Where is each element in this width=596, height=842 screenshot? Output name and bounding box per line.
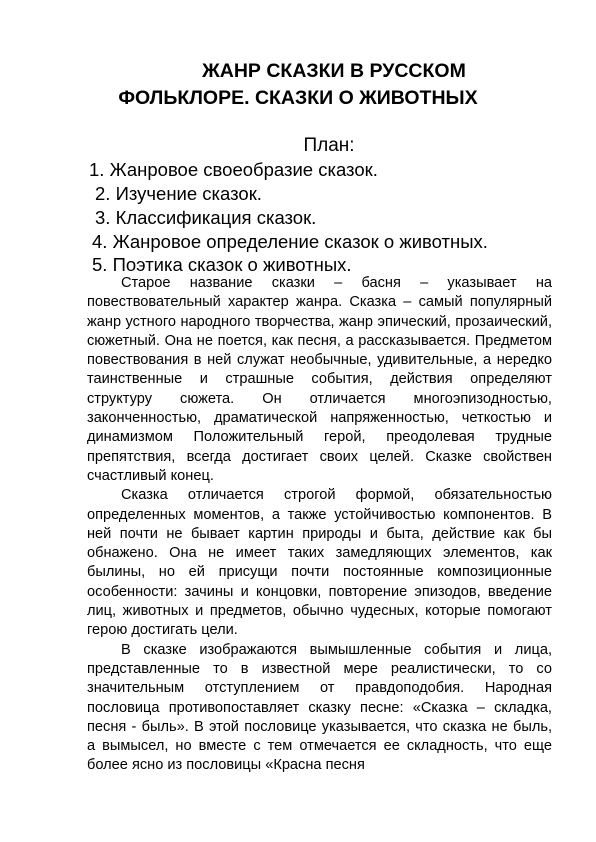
plan-item: 1. Жанровое своеобразие сказок. (89, 159, 378, 180)
paragraph: В сказке изображаются вымышленные события и лица, представленные то в известной мере реалистически, то со значительным отступлением от правдоподобия. Народная пословица противопоставляет сказку песне: «Сказка – складка, песня - быль». В этой пословице указывается, что сказка не быль, а вымысел, но вместе с тем отмечается ее складность, что еще более ясно из пословицы «Красна песня (87, 641, 552, 774)
document-title-line-2: ФОЛЬКЛОРЕ. СКАЗКИ О ЖИВОТНЫХ (118, 87, 478, 109)
plan-item: 5. Поэтика сказок о животных. (92, 254, 352, 275)
plan-item: 3. Классификация сказок. (95, 207, 317, 228)
plan-heading: План: (303, 135, 355, 156)
plan-item: 4. Жанровое определение сказок о животных. (92, 231, 488, 252)
paragraph: Сказка отличается строгой формой, обязательностью определенных моментов, а также устойчивостью компонентов. В ней почти не бывает картин природы и быта, действие как бы обнажено. Она не имеет таких замедляющих элементов, как былины, но ей присущи почти постоянные композиционные особенности: зачины и концовки, повторение эпизодов, введение лиц, животных и предметов, обычно чудесных, которые помогают герою достигать цели. (87, 487, 552, 639)
paragraph: Старое название сказки – басня – указывает на повествовательный характер жанра. Сказка – самый популярный жанр устного народного творчества, жанр эпический, прозаический, сюжетный. Она не поется, как песня, а рассказывается. Предметом повествования в ней служат необычные, удивительные, а нередко таинственные и страшные события, действия определяют структуру сюжета. Он отличается многоэпизодностью, законченностью, драматической напряженностью, четкостью и динамизмом Положительный герой, преодолевая трудные препятствия, всегда достигает своих целей. Сказке свойствен счастливый конец. (87, 275, 552, 484)
body-text (87, 274, 552, 776)
document-title-line-1: ЖАНР СКАЗКИ В РУССКОМ (202, 60, 466, 82)
plan-item: 2. Изучение сказок. (95, 183, 262, 204)
